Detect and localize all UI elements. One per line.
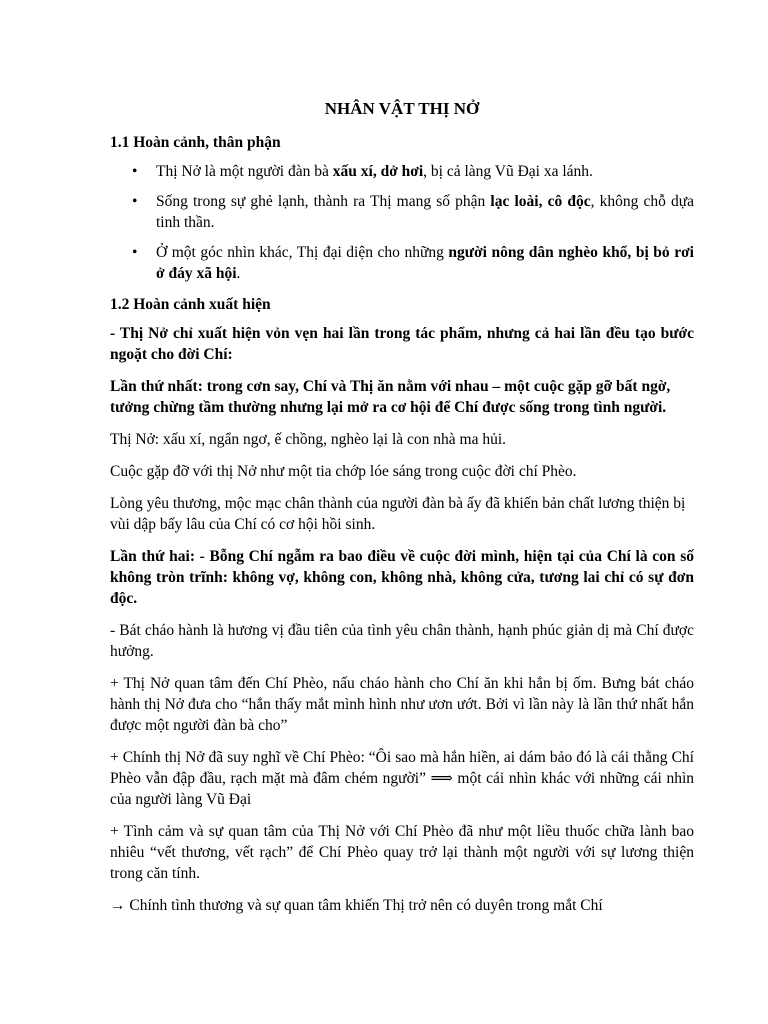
section-2-heading: 1.2 Hoàn cảnh xuất hiện: [110, 296, 271, 313]
paragraph: + Thị Nở quan tâm đến Chí Phèo, nấu cháo hành cho Chí ăn khi hắn bị ốm. Bưng bát cháo hành thị Nở đưa cho “hắn thấy mắt mình hình như ươn ướt. Bởi vì lần này là lần thứ nhất hắn được một người đàn bà cho”: [110, 675, 694, 734]
paragraph: Lần thứ hai: - Bỗng Chí ngẫm ra bao điều về cuộc đời mình, hiện tại của Chí là con số không tròn trĩnh: không vợ, không con, không nhà, không cửa, tương lai chỉ có sự đơn độc.: [110, 548, 694, 607]
paragraph: → Chính tình thương và sự quan tâm khiến Thị trở nên có duyên trong mắt Chí: [110, 897, 603, 914]
bullet-item: • Ở một góc nhìn khác, Thị đại diện cho những người nông dân nghèo khổ, bị bỏ rơi ở đáy xã hội.: [156, 242, 694, 284]
paragraph: Cuộc gặp đỡ với thị Nở như một tia chớp lóe sáng trong cuộc đời chí Phèo.: [110, 463, 577, 480]
paragraph: + Chính thị Nở đã suy nghĩ về Chí Phèo: “Ôi sao mà hắn hiền, ai dám bảo đó là cái thằng Chí Phèo vẫn đập đầu, rạch mặt mà đâm chém người” ⟹ một cái nhìn khác với những cái nhìn của người làng Vũ Đại: [110, 749, 694, 808]
section-1-heading: 1.1 Hoàn cảnh, thân phận: [110, 134, 281, 151]
paragraph: Lòng yêu thương, mộc mạc chân thành của người đàn bà ấy đã khiến bản chất lương thiện bị vùi dập bấy lâu của Chí có cơ hội hồi sinh.: [110, 495, 686, 533]
paragraph: Lần thứ nhất: trong cơn say, Chí và Thị ăn nằm với nhau – một cuộc gặp gỡ bất ngờ, tưởng chừng tầm thường nhưng lại mở ra cơ hội để Chí được sống trong tình người.: [110, 378, 671, 416]
bullet-item: • Thị Nở là một người đàn bà xấu xí, dở hơi, bị cả làng Vũ Đại xa lánh.: [156, 161, 694, 182]
bullet-item: • Sống trong sự ghẻ lạnh, thành ra Thị mang số phận lạc loài, cô độc, không chỗ dựa tinh thần.: [156, 191, 694, 233]
paragraph: - Bát cháo hành là hương vị đầu tiên của tình yêu chân thành, hạnh phúc giản dị mà Chí được hưởng.: [110, 622, 694, 660]
section-2-body: [110, 323, 694, 916]
document-title: NHÂN VẬT THỊ NỞ: [324, 99, 480, 118]
paragraph: + Tình cảm và sự quan tâm của Thị Nở với Chí Phèo đã như một liều thuốc chữa lành bao nhiêu “vết thương, vết rạch” để Chí Phèo quay trở lại thành một người với sự lương thiện trong căn tính.: [110, 823, 694, 882]
section-1-bullet-list: [110, 161, 694, 284]
paragraph: - Thị Nở chỉ xuất hiện vỏn vẹn hai lần trong tác phẩm, nhưng cả hai lần đều tạo bước ngoặt cho đời Chí:: [110, 325, 694, 363]
paragraph: Thị Nở: xấu xí, ngẩn ngơ, ế chồng, nghèo lại là con nhà ma hủi.: [110, 431, 507, 448]
